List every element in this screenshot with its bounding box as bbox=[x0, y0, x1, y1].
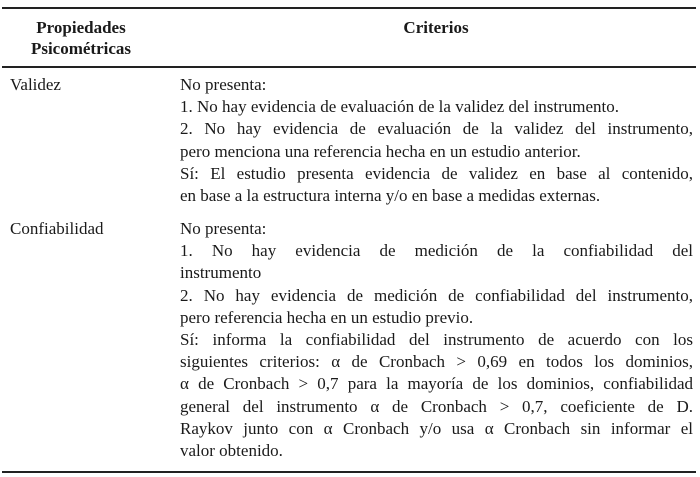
table-bottom-rule bbox=[2, 471, 696, 473]
row-label-validez: Validez bbox=[10, 75, 61, 94]
criteria-line: Sí: informa la confiabilidad del instrumento de acuerdo con los bbox=[180, 330, 693, 350]
criteria-line: siguientes criterios: α de Cronbach > 0,69 en todos los dominios, bbox=[180, 352, 693, 372]
criteria-line: pero referencia hecha en un estudio previo. bbox=[180, 307, 474, 327]
row-label-confiabilidad: Confiabilidad bbox=[10, 219, 104, 238]
criteria-line: en base a la estructura interna y/o en base a medidas externas. bbox=[180, 186, 601, 206]
header-col1-line2: Psicométricas bbox=[30, 39, 132, 58]
criteria-line: 2. No hay evidencia de medición de confiabilidad del instrumento, bbox=[180, 285, 693, 305]
criteria-line: valor obtenido. bbox=[180, 441, 283, 461]
criteria-line: α de Cronbach > 0,7 para la mayoría de los dominios, confiabilidad bbox=[180, 374, 693, 394]
criteria-line: general del instrumento α de Cronbach > 0,7, coeficiente de D. bbox=[180, 396, 693, 416]
criteria-line: 2. No hay evidencia de evaluación de la validez del instrumento, bbox=[180, 119, 693, 139]
criteria-line: instrumento bbox=[180, 263, 262, 283]
table-header-rule bbox=[2, 66, 696, 68]
criteria-line: No presenta: bbox=[180, 75, 267, 94]
criteria-line: 1. No hay evidencia de medición de la confiabilidad del bbox=[180, 241, 693, 261]
row-criteria-validez bbox=[180, 74, 693, 207]
criteria-line: 1. No hay evidencia de evaluación de la validez del instrumento. bbox=[180, 97, 620, 117]
header-propiedades-psicometricas bbox=[6, 17, 156, 59]
criteria-line: No presenta: bbox=[180, 219, 267, 238]
criteria-line: Raykov junto con α Cronbach y/o usa α Cronbach sin informar el bbox=[180, 418, 693, 438]
header-col1-line1: Propiedades bbox=[36, 18, 126, 37]
table-top-rule bbox=[2, 7, 696, 9]
header-criterios: Criterios bbox=[403, 18, 469, 37]
row-criteria-confiabilidad bbox=[180, 218, 693, 462]
criteria-line: pero menciona una referencia hecha en un estudio anterior. bbox=[180, 141, 581, 161]
criteria-line: Sí: El estudio presenta evidencia de validez en base al contenido, bbox=[180, 163, 693, 183]
